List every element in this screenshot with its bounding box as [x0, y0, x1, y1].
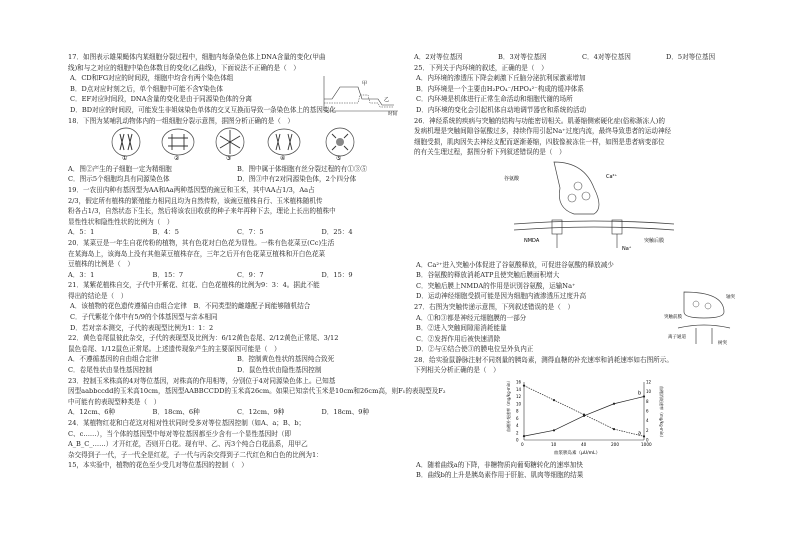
q19-opt-a: A．5：1: [68, 228, 95, 237]
series-b-point: [553, 429, 555, 431]
y-left-tick-label: 4: [516, 423, 519, 429]
q17-fig-label-yi: 乙: [384, 97, 390, 104]
x-axis-label: 血浆胰岛素（μU/mL）: [554, 451, 601, 457]
q17-fig-xlabel: 时间: [388, 112, 397, 118]
q18-opt-a: A．图②产生的子细胞一定为精细胞: [68, 164, 172, 173]
y-right-axis-label: 血糖消耗速率（mg/kg·min）: [659, 386, 664, 440]
q26-synapse-figure: [494, 158, 694, 256]
y-left-tick-label: 10: [516, 401, 522, 407]
q26-label-nmda: NMDA: [524, 237, 540, 244]
series-a-point: [613, 428, 615, 430]
y-left-tick-label: 16: [516, 379, 522, 385]
q23-opt-d: D．18cm、9种: [321, 408, 370, 417]
q17-opt-b: B．D点对应时刻之后，单个细胞中可能不含Y染色体: [70, 84, 223, 93]
q26-opt-d: D．运动神经细胞受损可能是因为细胞内液渗透压过度升高: [416, 292, 587, 301]
q24-opt-b: B．3对等位基因: [498, 53, 547, 61]
y-right-tick-label: 0: [646, 437, 649, 443]
q19-opt-c: C．7：5: [237, 228, 264, 237]
svg-text:②: ②: [174, 155, 180, 163]
y-left-tick-label: 12: [516, 394, 522, 400]
series-a-point: [523, 385, 525, 387]
cell-3: [216, 128, 244, 162]
q17-opt-c: C．EF对应时间段，DNA含量的变化是由于同源染色体的分离: [70, 95, 252, 104]
q27-opt-c: C．②发挥作用后被快速清除: [416, 334, 501, 343]
series-a-line: [524, 386, 644, 437]
q21-opt-c: C．子代紫花个体中有5/9的个体基因型与亲本相同: [70, 313, 218, 322]
q27-label-ion-channel: 离子通道: [668, 334, 686, 340]
q28-stem: 28．给实验鼠静脉注射不同剂量的胰岛素，测得血糖的补充速率和消耗速率如右图所示。 下列相关分析正确的是（ ）: [414, 355, 673, 375]
series-b-point: [613, 403, 615, 405]
q22-opt-c: C．卷尾性状由显性基因控制: [68, 366, 153, 375]
q23-opt-a: A．12cm、6种: [68, 408, 116, 417]
q18-opt-d: D．图③中有2对同源染色体，2个四分体: [237, 175, 357, 184]
q27-synapse-figure: [664, 288, 744, 348]
series-b-point: [643, 395, 645, 397]
q23-stem: 23．控制玉米株高的4对等位基因，对株高的作用相等，分别位于4对同源染色体上。已知基 因型aabbccdd的玉米高10cm，基因型AABBCCDD的玉米高26cm。如果已知亲代玉米是10cm和26cm高，则F₁的表现型及F₂ 中可能有的表现型种类是（ ）: [68, 376, 446, 406]
x-tick-label: 0: [521, 442, 524, 448]
q23-opt-c: C．12cm、9种: [237, 408, 285, 417]
y-right-tick-label: 2: [646, 427, 649, 433]
q17-opt-d: D．BD对应的时间段，可能发生非姐妹染色单体的交叉互换而导致一条染色体上的基因变化: [70, 105, 336, 114]
y-right-tick-label: 4: [646, 418, 649, 424]
cell-2: [162, 129, 194, 162]
q25-opt-b: B．内环境是一个主要由H₂PO₄⁻/HPO₄²⁻构成的缓冲体系: [416, 84, 584, 93]
q27-opt-d: D．②与④结合使③的膜电位呈外负内正: [416, 345, 534, 354]
x-tick-label: 1000: [641, 442, 652, 448]
q22-opt-a: A．不遵循基因的自由组合定律: [68, 355, 159, 364]
q25-opt-d: D．内环境的变化会引起机体自动地调节器官和系统的活动: [416, 105, 587, 114]
q25-opt-a: A．内环境的渗透压下降会刺激下丘脑分泌抗利尿激素增加: [416, 74, 586, 83]
q20-stem: 20．某菜豆是一年生自花传粉的植物，其有色花对白色花为显性。一株有色花菜豆(Cc)生活 在某海岛上，该海岛上没有其他菜豆植株存在，三年之后开有色花菜豆植株和开白色花菜 豆植株的比例是（ ）: [68, 238, 335, 269]
q22-opt-d: D．鼠色性状由隐性基因控制: [237, 366, 322, 375]
y-right-tick-label: 6: [646, 408, 649, 414]
q26-opt-c: C．突触后膜上NMDA的作用是识别谷氨酸，运输Na⁺: [416, 281, 576, 290]
q20-opt-c: C．9：7: [237, 270, 264, 279]
q26-label-na: Na⁺: [622, 245, 632, 252]
q21-opt-ab: A．该植物的花色遗传遵循自由组合定律 B．不同类型的雌雄配子间能够随机结合: [70, 302, 311, 311]
y-right-tick-label: 10: [646, 389, 652, 395]
q19-stem: 19．一农田内种有基因型为AA和Aa两种基因型的豌豆和玉米，其中AA占1/3，Aa占 2/3，假定所有植株的繁殖能力相同且均为自然传粉，该豌豆植株自行、玉米植株随机传 粉各占1/3，自然状态下生长，然后将该农田收获的种子来年再种下去，理论上长出的植株中 显性性状和隐性性状的比例为（ ）: [68, 185, 336, 226]
svg-text:⑤: ⑤: [336, 155, 342, 163]
q28-opt-b: B．曲线b的上升是胰岛素作用于肝脏、肌肉等细胞的结果: [416, 471, 584, 480]
q23-opt-b: B．18cm、6种: [152, 408, 200, 417]
right-column: [414, 52, 750, 481]
q21-opt-d: D．若对亲本测交，子代的表现型比例为1：1：2: [70, 323, 214, 332]
q18-stem: 18．下图为某哺乳动物体内的一组细胞分裂示意图，据图分析正确的是（ ）: [68, 116, 294, 125]
x-tick-label: 10: [551, 442, 557, 448]
y-right-tick-label: 8: [646, 398, 649, 404]
cell-4: [268, 129, 300, 162]
q26-opt-a: A．Ca²⁺进入突触小体促进了谷氨酸释放，可促进谷氨酸的释放减少: [416, 260, 614, 269]
q27-stem: 27．右图为突触传递示意图，下列叙述错误的是（ ）: [414, 302, 575, 311]
q21-stem: 21．某紫花植株自交，子代中开紫花、红花、白色花植株的比例为9：3：4。据此不能 得出的结论是（ ）: [68, 281, 320, 300]
insulin-chart: [484, 376, 684, 456]
q18-cells-figure: [108, 126, 368, 163]
y-left-tick-label: 0: [516, 437, 519, 443]
series-b-label: b: [638, 390, 642, 397]
q17-fig-label-jia: 甲: [362, 81, 368, 88]
q27-label-presynaptic: 突触前膜: [664, 314, 682, 320]
series-a-point: [553, 399, 555, 401]
q27-opt-b: B．②进入突触间隙需消耗能量: [416, 324, 507, 333]
series-a-point: [643, 435, 645, 437]
cell-5: [326, 128, 354, 162]
q18-opt-b: B．图中属于体细胞有丝分裂过程的有①③⑤: [237, 164, 368, 173]
q27-label-axon: 轴突: [726, 294, 735, 300]
series-b-point: [583, 415, 585, 417]
q20-opt-b: B．15：7: [152, 270, 184, 279]
q25-opt-c: C．内环境是机体进行正常生命活动和细胞代谢的场所: [416, 95, 573, 104]
y-right-tick-label: 12: [646, 379, 652, 385]
q24-stem: 24．某植物红花和白花这对相对性状同时受多对等位基因控制（如A、a；B、b； C、c……），当个体的基因型中每对等位基因都至少含有一个显性基因时（即 A_B_C_……）才开红花，否则开白花。现有甲、乙、丙3个纯合白花品系，用甲乙 杂交得到子一代，子一代全是红花，子一代与丙杂交得到子二代红色和白色的比例为1： 15，本实验中，植物的花色至少受几对等位基因的控制（ ）: [68, 419, 323, 470]
q26-label-glutamate: 谷氨酸: [504, 175, 520, 182]
y-left-tick-label: 14: [516, 386, 522, 392]
q27-label-dendrite: 树突: [718, 340, 727, 346]
svg-text:①: ①: [122, 155, 128, 163]
q27-opt-a: A．①和③都是神经元细胞膜的一部分: [416, 313, 527, 322]
svg-text:③: ③: [226, 155, 232, 163]
q20-opt-d: D．15：9: [321, 270, 353, 279]
q24-opt-a: A．2对等位基因: [414, 53, 463, 61]
y-left-tick-label: 6: [516, 415, 519, 421]
q26-label-ca: Ca²⁺: [606, 173, 618, 180]
q19-opt-d: D．25：4: [321, 228, 353, 237]
q17-figure: [318, 73, 406, 118]
series-a-label: a: [638, 430, 642, 437]
q19-opt-b: B．4：5: [152, 228, 179, 237]
q26-label-postsynaptic: 突触后膜: [644, 237, 665, 244]
q22-opt-b: B．控制黄色性状的基因纯合致死: [237, 355, 335, 364]
series-b-point: [523, 435, 525, 437]
q22-stem: 22．黄色卷尾鼠彼此杂交，子代的表现型及比例为：6/12黄色卷尾、2/12黄色正常尾、3/12 鼠色卷尾、1/12鼠色正常尾。上述遗传现象产生的主要原因可能是（ ）: [68, 334, 339, 353]
q24-opt-d: D．5对等位基因: [666, 53, 716, 61]
q17-stem: 17．如图表示雄果蝇体内某细胞分裂过程中，细胞内每条染色体上DNA含量的变化(甲曲 线)和与之对应的细胞中染色体数目的变化(乙曲线)，下面说法不正确的是（ ）: [68, 53, 326, 72]
q18-opt-c: C．图示5个细胞均具有同源染色体: [68, 175, 170, 184]
q25-stem: 25．下列关于内环境的叙述，正确的是（ ）: [414, 63, 548, 72]
x-tick-label: 200: [611, 442, 619, 448]
q20-opt-a: A．3：1: [68, 270, 95, 279]
cell-1: [112, 128, 140, 162]
svg-text:④: ④: [280, 155, 286, 163]
q17-opt-a: A．CD和FG对应的时间段，细胞中均含有两个染色体组: [70, 74, 234, 83]
q24-opt-c: C．4对等位基因: [582, 53, 631, 61]
q26-stem: 26．神经系统的疾病与突触的结构与功能密切相关。肌萎缩侧索硬化症(俗称渐冻人)的 发病机理是突触间隙谷氨酸过多，持续作用引起Na⁺过度内流，最终导致患者的运动神经 细胞受损，肌肉因失去神经支配而逐渐萎缩，四肢像被冻住一样，如图是患者病变部位 的有关生理过程，据图分析下列叙述错误的是（ ）: [414, 116, 672, 157]
y-left-tick-label: 2: [516, 430, 519, 436]
y-left-axis-label: 血糖补充速率（mg/kg·min）: [506, 378, 511, 433]
q26-opt-b: B．谷氨酸的释放消耗ATP且使突触后膜面积增大: [416, 271, 560, 280]
y-left-tick-label: 8: [516, 408, 519, 414]
q28-opt-a: A．随着曲线a的下降，非糖物质向葡萄糖转化的速率加快: [416, 460, 583, 469]
x-tick-label: 40: [581, 442, 587, 448]
